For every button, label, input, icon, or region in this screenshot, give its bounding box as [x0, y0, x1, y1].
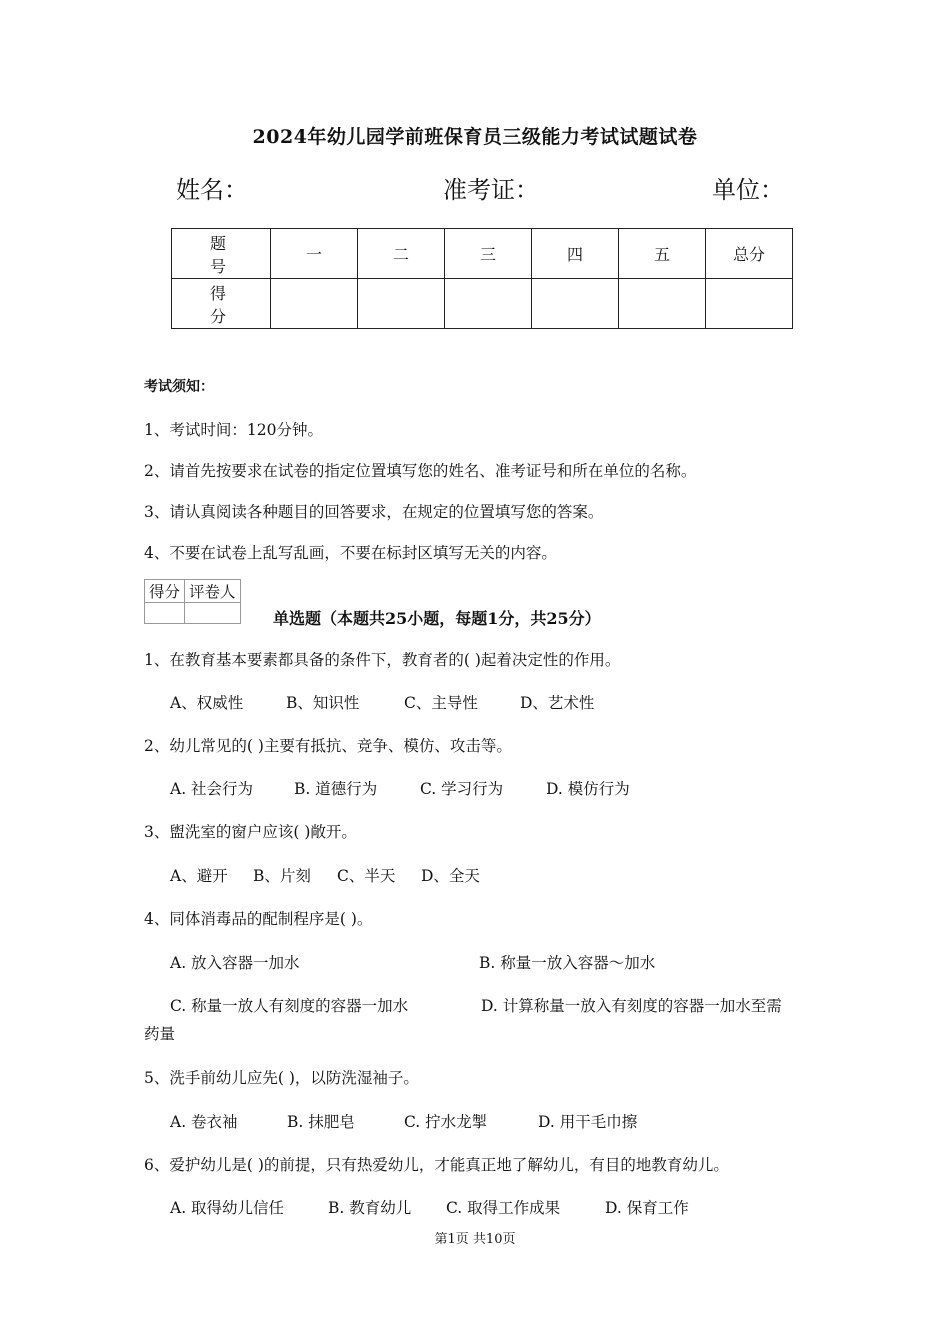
score-table-header-row — [172, 229, 793, 279]
question-option: C. 称量一放人有刻度的容器一加水 — [170, 997, 409, 1015]
score-table-header-cell: 四 — [532, 229, 619, 279]
question-option: C. 取得工作成果 — [446, 1199, 561, 1217]
question-option: D. 用干毛巾擦 — [538, 1113, 638, 1131]
exam-title: 2024年幼儿园学前班保育员三级能力考试试题试卷 — [252, 126, 698, 148]
grader-name-cell[interactable] — [185, 603, 241, 624]
notice-heading: 考试须知： — [144, 379, 214, 395]
section-heading: 单选题（本题共25小题，每题1分，共25分） — [273, 609, 601, 628]
question-option: A. 取得幼儿信任 — [170, 1199, 285, 1217]
score-table-header-cell: 三 — [445, 229, 532, 279]
score-cell[interactable] — [358, 279, 445, 329]
question-option: A. 社会行为 — [170, 780, 254, 798]
question-option: D、全天 — [421, 867, 480, 885]
notice-item: 3、请认真阅读各种题目的回答要求，在规定的位置填写您的答案。 — [144, 503, 604, 521]
question-stem: 6、爱护幼儿是( )的前提，只有热爱幼儿，才能真正地了解幼儿，有目的地教育幼儿。 — [144, 1156, 729, 1174]
score-table-header-cell: 总分 — [706, 229, 793, 279]
question-option: C、主导性 — [404, 694, 478, 712]
question-stem: 5、洗手前幼儿应先( )，以防洗湿袖子。 — [144, 1069, 419, 1087]
notice-item: 1、考试时间：120分钟。 — [144, 421, 323, 439]
notice-item: 2、请首先按要求在试卷的指定位置填写您的姓名、准考证号和所在单位的名称。 — [144, 462, 697, 480]
question-option: C. 学习行为 — [420, 780, 504, 798]
question-option: A. 放入容器一加水 — [170, 954, 300, 972]
question-option: B. 教育幼儿 — [328, 1199, 412, 1217]
score-cell[interactable] — [706, 279, 793, 329]
unit-label: 单位： — [712, 176, 784, 204]
question-option: B. 称量一放入容器～加水 — [479, 954, 656, 972]
question-option: A、避开 — [170, 867, 228, 885]
question-option: D. 模仿行为 — [546, 780, 630, 798]
score-table-score-row — [172, 279, 793, 329]
question-stem: 4、同体消毒品的配制程序是( )。 — [144, 910, 373, 928]
score-cell[interactable] — [619, 279, 706, 329]
question-stem: 3、盥洗室的窗户应该( )敞开。 — [144, 823, 357, 841]
score-cell[interactable] — [532, 279, 619, 329]
score-table-header-cell: 二 — [358, 229, 445, 279]
question-option: C. 拧水龙掣 — [404, 1113, 488, 1131]
question-stem: 1、在教育基本要素都具备的条件下，教育者的( )起着决定性的作用。 — [144, 651, 621, 669]
score-table-header-cell: 题 号 — [172, 229, 271, 279]
grader-score-cell[interactable] — [145, 603, 185, 624]
question-option: B. 抹肥皂 — [287, 1113, 355, 1131]
question-option: D. 保育工作 — [605, 1199, 689, 1217]
question-stem: 2、幼儿常见的( )主要有抵抗、竞争、模仿、攻击等。 — [144, 737, 512, 755]
question-option: A、权威性 — [170, 694, 244, 712]
exam-id-label: 准考证： — [443, 176, 539, 204]
name-label: 姓名： — [176, 176, 248, 204]
question-option: C、半天 — [337, 867, 396, 885]
question-option-continued: 药量 — [144, 1025, 176, 1043]
grader-name-label: 评卷人 — [185, 580, 241, 603]
question-option: B、片刻 — [253, 867, 311, 885]
question-option: A. 卷衣袖 — [170, 1113, 238, 1131]
score-table-header-cell: 五 — [619, 229, 706, 279]
question-option: D、艺术性 — [520, 694, 595, 712]
question-option: B. 道德行为 — [294, 780, 378, 798]
page-footer: 第1页 共10页 — [434, 1232, 516, 1247]
score-table-header-cell: 一 — [271, 229, 358, 279]
score-cell[interactable] — [445, 279, 532, 329]
score-cell[interactable] — [271, 279, 358, 329]
grader-score-label: 得分 — [145, 580, 185, 603]
question-option: B、知识性 — [286, 694, 360, 712]
score-row-label: 得 分 — [172, 279, 271, 329]
grader-box — [144, 579, 241, 624]
question-option: D. 计算称量一放入有刻度的容器一加水至需 — [481, 997, 782, 1015]
score-table — [171, 228, 793, 329]
notice-item: 4、不要在试卷上乱写乱画，不要在标封区填写无关的内容。 — [144, 544, 557, 562]
